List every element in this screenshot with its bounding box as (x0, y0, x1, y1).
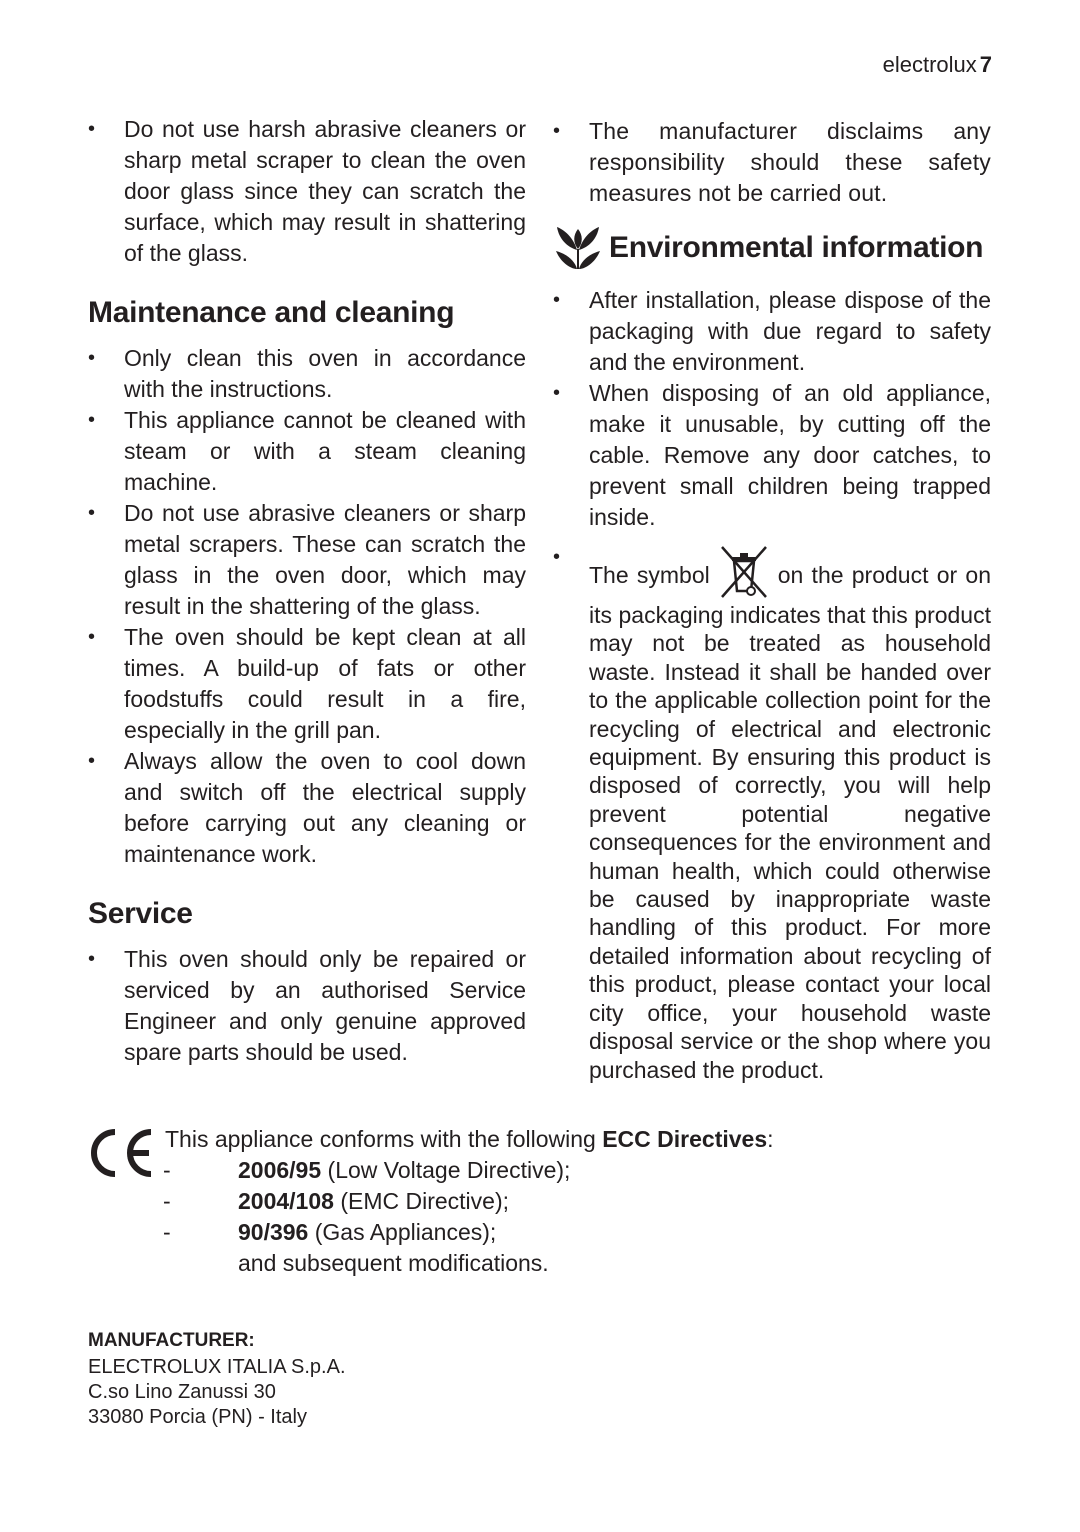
disclaimer-bullet-list (553, 116, 991, 209)
manufacturer-line: ELECTROLUX ITALIA S.p.A. (88, 1356, 346, 1378)
manufacturer-line: 33080 Porcia (PN) - Italy (88, 1406, 307, 1428)
list-item: • After installation, please dispose of the packaging with due regard to safety and the environment. (553, 287, 991, 375)
environment-heading-row (553, 223, 991, 273)
bullet-icon: • (88, 502, 96, 524)
maintenance-bullet-list (88, 343, 526, 870)
service-bullet-list (88, 944, 526, 1068)
list-item: • Do not use abrasive cleaners or sharp metal scrapers. These can scratch the glass in the oven door, which may result in the shattering of the glass. (88, 500, 526, 619)
maintenance-heading: Maintenance and cleaning (88, 296, 455, 329)
ce-mark-icon (88, 1128, 154, 1178)
bullet-icon: • (553, 289, 561, 311)
bullet-icon: • (88, 626, 96, 648)
bullet-icon: • (553, 382, 561, 404)
list-item: • When disposing of an old appliance, make it unusable, by cutting off the cable. Remove any door catches, to prevent small children being trapped inside. (553, 380, 991, 530)
right-column (553, 116, 991, 1084)
intro-bullet-list (88, 114, 526, 269)
bullet-icon: • (88, 750, 96, 772)
list-item: • Only clean this oven in accordance with the instructions. (88, 345, 526, 402)
list-item: • The symbol on the product or on its packaging indicates that this product may not be treated as household waste. Instead it shall be handed over to the applicable collection point for the recycling of electrical and electronic equipment. By ensuring this product is disposed of correctly, you will help prevent potential negative consequences for the environment and human health, which could otherwise be caused by inappropriate waste handling of this product. For more detailed information about recycling of this product, please contact your local city office, your household waste disposal service or the shop where you purchased the product. (553, 543, 991, 1084)
list-item: • Do not use harsh abrasive cleaners or sharp metal scraper to clean the oven door glass since they can scratch the surface, which may result in shattering of the glass. (88, 116, 526, 266)
list-item: • The oven should be kept clean at all times. A build-up of fats or other foodstuffs could result in a fire, especially in the grill pan. (88, 624, 526, 743)
bullet-icon: • (88, 118, 96, 140)
environment-heading: Environmental information (609, 231, 984, 264)
bullet-icon: • (88, 409, 96, 431)
directive-row: - 90/396 (Gas Appliances); (163, 1219, 497, 1245)
list-item: • The manufacturer disclaims any responsibility should these safety measures not be carried out. (553, 118, 991, 206)
service-heading: Service (88, 897, 193, 930)
page-header (883, 52, 992, 78)
bullet-icon: • (553, 546, 561, 568)
directive-row: - 2004/108 (EMC Directive); (163, 1188, 509, 1214)
crossed-bin-icon (718, 543, 770, 601)
directive-row: - 2006/95 (Low Voltage Directive); (163, 1157, 571, 1183)
brand-name: electrolux (882, 52, 977, 77)
bullet-icon: • (88, 948, 96, 970)
page-number: 7 (979, 52, 992, 77)
manufacturer-line: C.so Lino Zanussi 30 (88, 1381, 276, 1403)
list-item: • Always allow the oven to cool down and switch off the electrical supply before carrying out any cleaning or maintenance work. (88, 748, 526, 867)
flower-icon (553, 223, 603, 273)
environment-bullet-list (553, 285, 991, 1084)
conformity-text (165, 1124, 985, 1279)
conformity-intro: This appliance conforms with the following ECC Directives: (165, 1126, 774, 1152)
left-column (88, 114, 526, 1068)
manufacturer-title: MANUFACTURER: (88, 1330, 255, 1351)
manufacturer-block (88, 1328, 346, 1430)
conformity-footer: and subsequent modifications. (238, 1250, 549, 1276)
bullet-icon: • (88, 347, 96, 369)
bullet-icon: • (553, 120, 561, 142)
list-item: • This oven should only be repaired or serviced by an authorised Service Engineer and only genuine approved spare parts should be used. (88, 946, 526, 1065)
list-item: • This appliance cannot be cleaned with steam or with a steam cleaning machine. (88, 407, 526, 495)
